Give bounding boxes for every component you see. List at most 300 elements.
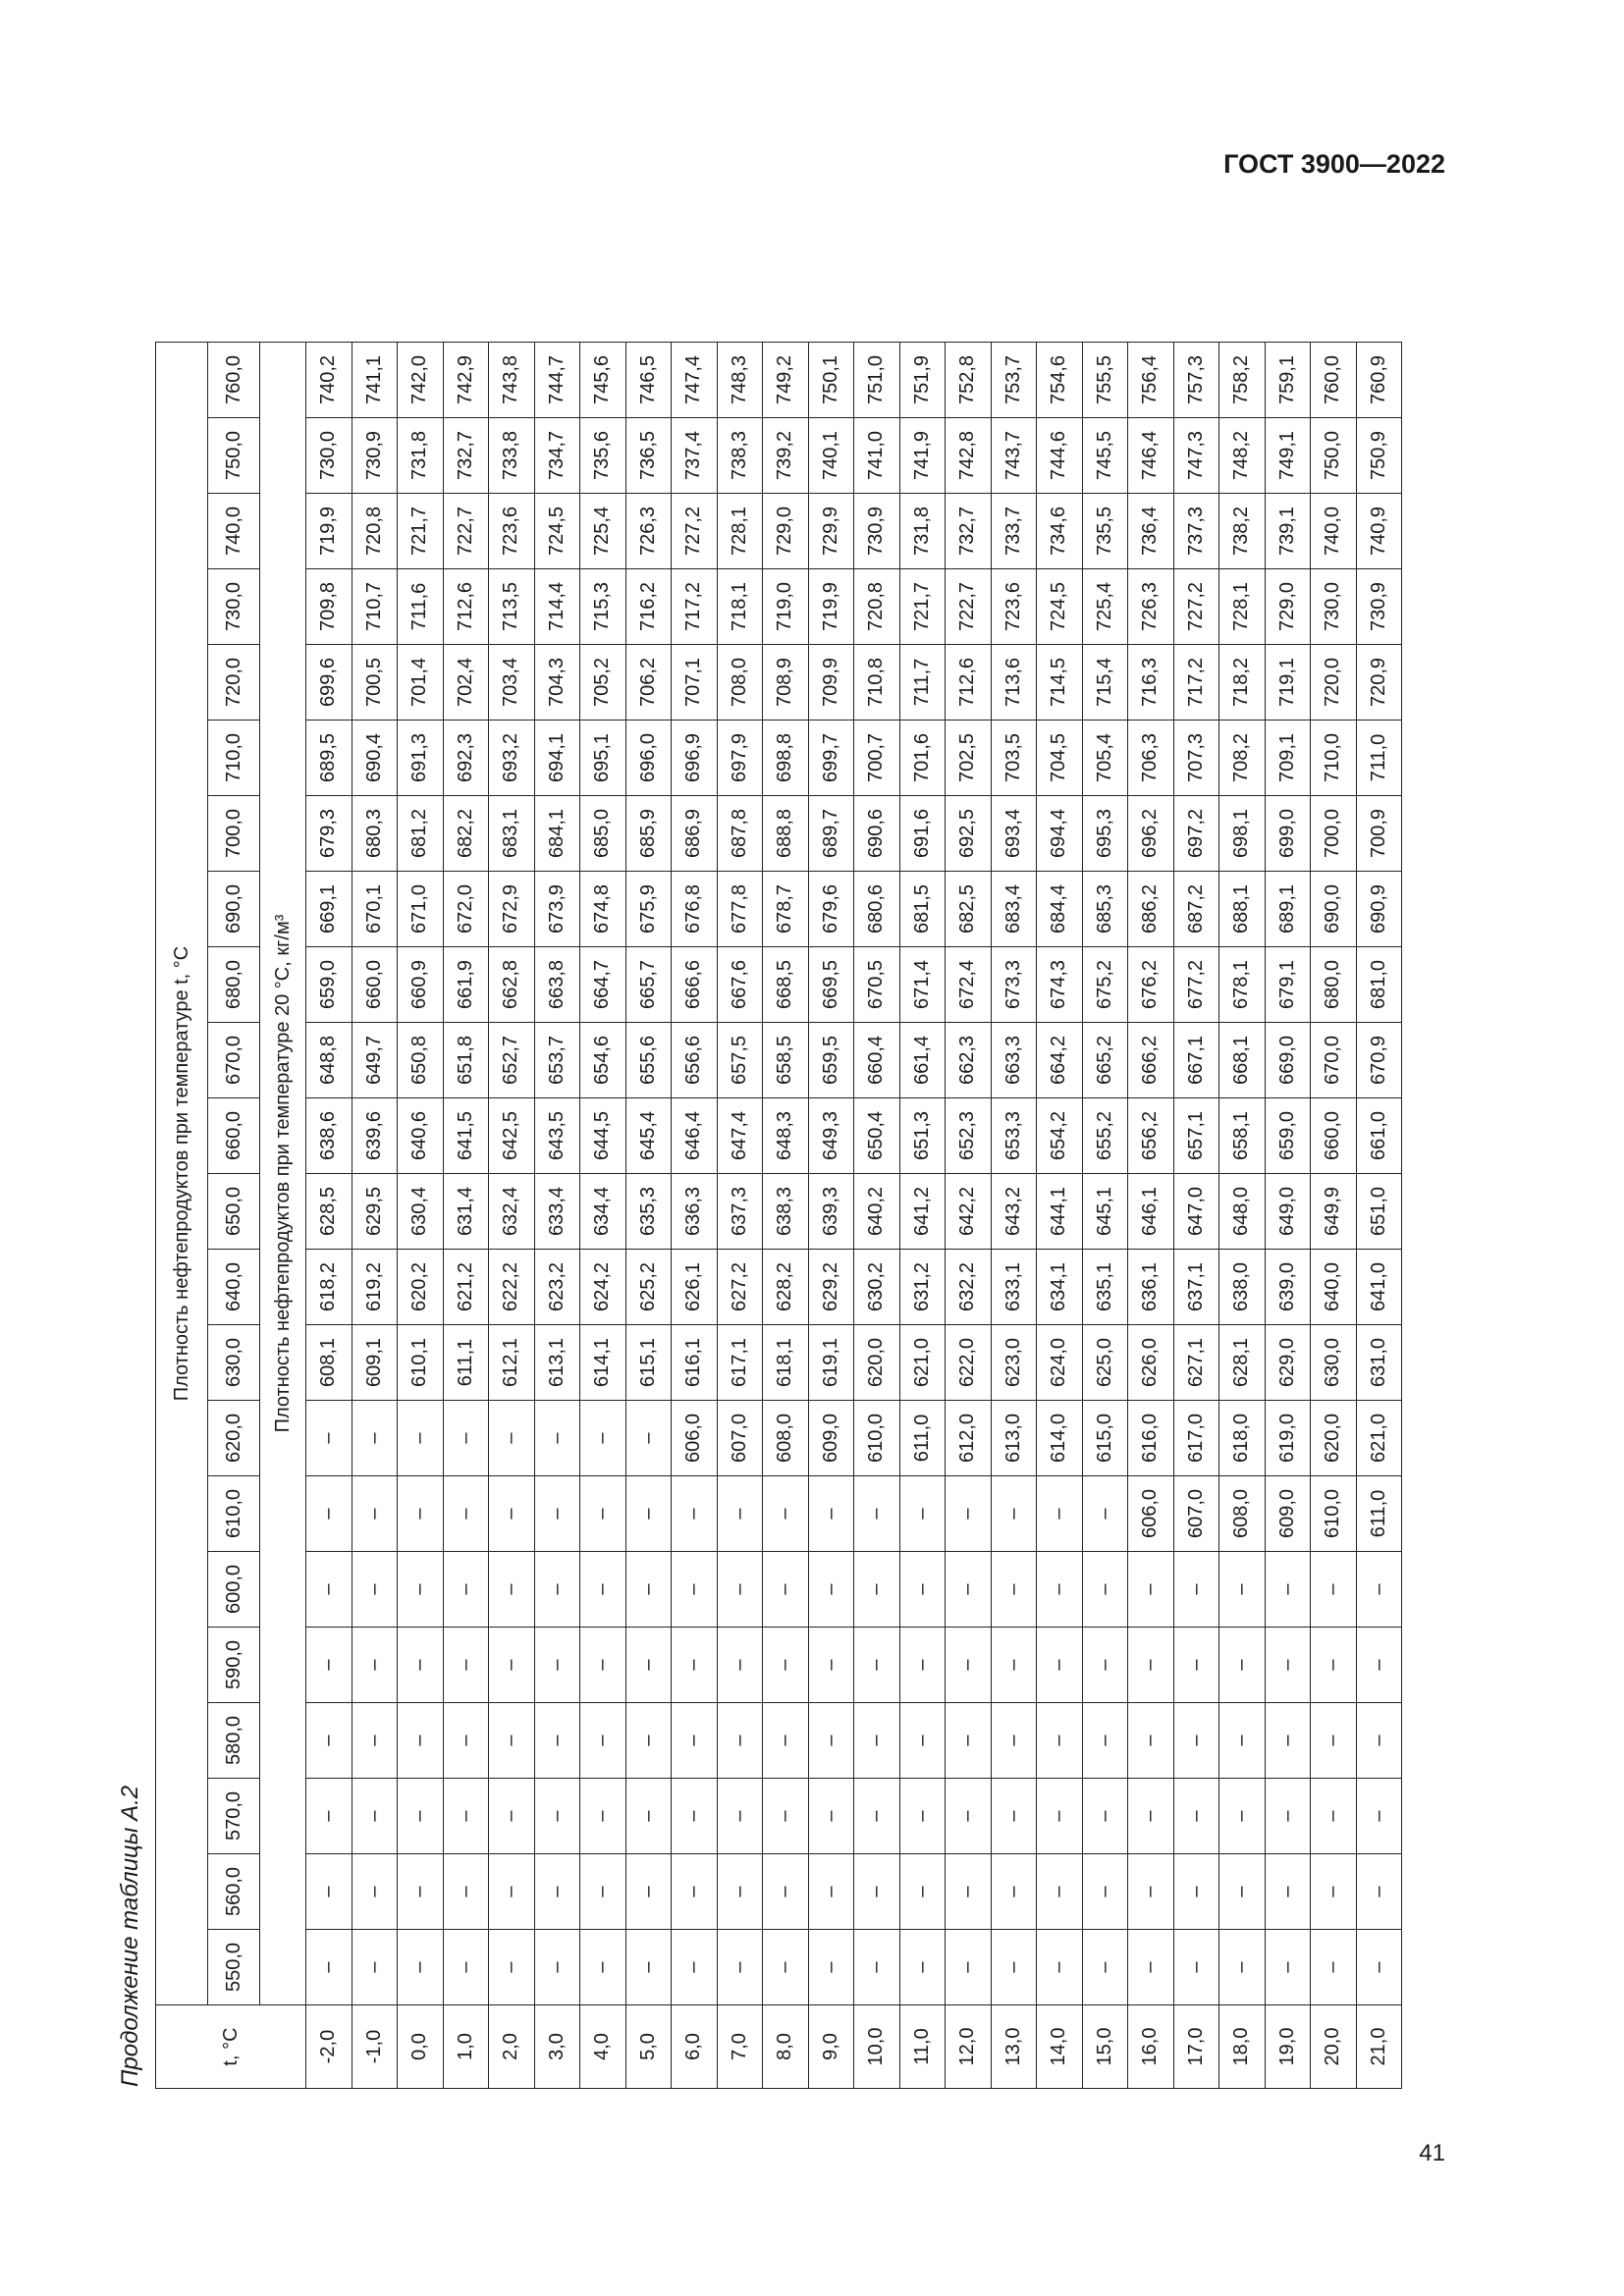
density-value-cell: 688,1 [1219,872,1266,947]
temperature-cell: 15,0 [1082,2005,1128,2089]
density-value-cell: 639,6 [352,1098,398,1174]
density-value-cell: 757,3 [1173,343,1219,418]
density-value-cell: 726,3 [625,494,672,569]
temperature-cell: 16,0 [1128,2005,1174,2089]
density-value-cell: – [352,1401,398,1476]
density-value-cell: 735,6 [580,418,626,494]
density-value-cell: – [1128,1628,1174,1703]
density-value-cell: 691,3 [398,721,444,796]
density-value-cell: 664,7 [580,947,626,1023]
density-value-cell: 639,0 [1265,1250,1311,1325]
density-value-cell: 684,1 [534,796,580,872]
density-value-cell: 631,2 [899,1250,946,1325]
density-value-cell: 694,1 [534,721,580,796]
density-value-cell: 642,5 [489,1098,535,1174]
density-value-cell: 633,4 [534,1174,580,1250]
table-row [352,343,398,2089]
density-value-cell: – [808,1628,854,1703]
density-value-cell: 750,1 [808,343,854,418]
density-value-cell: 742,0 [398,343,444,418]
density-value-cell: – [1311,1703,1357,1779]
density-value-cell: – [672,1476,718,1552]
density-value-cell: 617,0 [1173,1401,1219,1476]
density-value-cell: 728,1 [1219,569,1266,645]
density-value-cell: 608,0 [1219,1476,1266,1552]
density-value-cell: 710,8 [854,645,900,721]
density-value-cell: 638,3 [763,1174,809,1250]
density-value-cell: 649,9 [1311,1174,1357,1250]
density-value-cell: 690,9 [1356,872,1402,947]
density-value-cell: 737,3 [1173,494,1219,569]
density-value-cell: 718,2 [1219,645,1266,721]
density-value-cell: 691,6 [899,796,946,872]
density-value-cell: – [899,1628,946,1703]
density-value-cell: 613,0 [991,1401,1037,1476]
density-value-cell: 628,2 [763,1250,809,1325]
density-value-cell: – [580,1703,626,1779]
density-value-cell: 641,2 [899,1174,946,1250]
density-value-cell: 654,6 [580,1023,626,1098]
density-value-cell: 667,1 [1173,1023,1219,1098]
density-value-cell: – [1265,1930,1311,2005]
density-value-cell: – [991,1476,1037,1552]
density-value-cell: – [854,1476,900,1552]
density-value-cell: 733,8 [489,418,535,494]
density-value-cell: – [946,1930,992,2005]
table-row [717,343,763,2089]
density-value-cell: – [808,1854,854,1930]
density-value-cell: 625,2 [625,1250,672,1325]
temperature-cell: 8,0 [763,2005,809,2089]
density-value-cell: 653,3 [991,1098,1037,1174]
table-caption: Продолжение таблицы А.2 [117,1785,143,2087]
density-value-cell: 659,0 [1265,1098,1311,1174]
density-value-cell: – [1128,1854,1174,1930]
density-value-cell: – [489,1854,535,1930]
density-value-cell: – [763,1779,809,1854]
table-row [534,343,580,2089]
density-value-cell: – [398,1854,444,1930]
density-value-cell: 648,0 [1219,1174,1266,1250]
density-value-cell: – [489,1476,535,1552]
density-value-cell: 679,1 [1265,947,1311,1023]
density-column-header: 730,0 [208,569,260,645]
density-value-cell: 696,9 [672,721,718,796]
density-value-cell: 727,2 [672,494,718,569]
density-value-cell: 657,5 [717,1023,763,1098]
density-value-cell: 622,0 [946,1325,992,1401]
density-value-cell: 724,5 [534,494,580,569]
density-column-header: 740,0 [208,494,260,569]
density-value-cell: – [1356,1779,1402,1854]
density-value-cell: – [1082,1552,1128,1628]
density-value-cell: – [808,1552,854,1628]
density-value-cell: 711,6 [398,569,444,645]
density-value-cell: 606,0 [672,1401,718,1476]
temperature-cell: 4,0 [580,2005,626,2089]
density-value-cell: 750,0 [1311,418,1357,494]
density-value-cell: 610,1 [398,1325,444,1401]
table-row [1219,343,1266,2089]
density-value-cell: – [580,1779,626,1854]
density-value-cell: – [1128,1779,1174,1854]
density-column-header: 580,0 [208,1703,260,1779]
density-column-header: 760,0 [208,343,260,418]
document-code: ГОСТ 3900—2022 [1223,149,1445,179]
density-value-cell: 760,9 [1356,343,1402,418]
table-row [1037,343,1083,2089]
density-value-cell: 611,0 [899,1401,946,1476]
density-value-cell: 707,3 [1173,721,1219,796]
density-value-cell: 619,1 [808,1325,854,1401]
density-value-cell: – [352,1779,398,1854]
density-value-cell: 666,2 [1128,1023,1174,1098]
density-value-cell: 706,3 [1128,721,1174,796]
density-value-cell: 644,1 [1037,1174,1083,1250]
density-value-cell: 639,3 [808,1174,854,1250]
density-value-cell: 674,8 [580,872,626,947]
density-column-header: 700,0 [208,796,260,872]
density-value-cell: – [1311,1779,1357,1854]
density-value-cell: 695,1 [580,721,626,796]
density-value-cell: 661,4 [899,1023,946,1098]
density-value-cell: 740,2 [306,343,352,418]
density-value-cell: 612,0 [946,1401,992,1476]
density-value-cell: 708,9 [763,645,809,721]
density-value-cell: 662,8 [489,947,535,1023]
density-value-cell: 666,6 [672,947,718,1023]
density-value-cell: 689,5 [306,721,352,796]
density-value-cell: 665,7 [625,947,672,1023]
density-column-header: 720,0 [208,645,260,721]
density-value-cell: 725,4 [1082,569,1128,645]
density-value-cell: 620,0 [1311,1401,1357,1476]
density-value-cell: – [1265,1552,1311,1628]
density-value-cell: 625,0 [1082,1325,1128,1401]
density-value-cell: 718,1 [717,569,763,645]
density-value-cell: – [306,1401,352,1476]
density-value-cell: 686,2 [1128,872,1174,947]
density-value-cell: 635,1 [1082,1250,1128,1325]
density-value-cell: 730,9 [352,418,398,494]
density-value-cell: 645,4 [625,1098,672,1174]
density-value-cell: 706,2 [625,645,672,721]
density-value-cell: 655,2 [1082,1098,1128,1174]
density-value-cell: – [489,1552,535,1628]
density-value-cell: 617,1 [717,1325,763,1401]
density-value-cell: – [1219,1779,1266,1854]
density-value-cell: 680,0 [1311,947,1357,1023]
density-value-cell: 712,6 [443,569,489,645]
density-value-cell: 741,9 [899,418,946,494]
density-value-cell: – [1037,1628,1083,1703]
temperature-cell: 14,0 [1037,2005,1083,2089]
density-value-cell: – [625,1930,672,2005]
density-value-cell: 707,1 [672,645,718,721]
density-value-cell: – [1082,1779,1128,1854]
density-value-cell: 661,9 [443,947,489,1023]
density-value-cell: 619,0 [1265,1401,1311,1476]
density-value-cell: – [1356,1552,1402,1628]
density-value-cell: 703,5 [991,721,1037,796]
density-value-cell: – [534,1476,580,1552]
density-value-cell: 744,7 [534,343,580,418]
density-value-cell: 716,2 [625,569,672,645]
density-value-cell: – [1173,1552,1219,1628]
density-value-cell: – [625,1703,672,1779]
density-value-cell: 615,1 [625,1325,672,1401]
density-value-cell: – [625,1628,672,1703]
density-value-cell: – [899,1552,946,1628]
density-value-cell: 715,3 [580,569,626,645]
density-value-cell: 620,0 [854,1325,900,1401]
density-value-cell: 677,2 [1173,947,1219,1023]
density-value-cell: 736,5 [625,418,672,494]
density-value-cell: – [946,1628,992,1703]
density-value-cell: – [717,1552,763,1628]
density-value-cell: 640,2 [854,1174,900,1250]
density-value-cell: – [306,1854,352,1930]
density-value-cell: 690,4 [352,721,398,796]
density-value-cell: – [1037,1854,1083,1930]
density-value-cell: 644,5 [580,1098,626,1174]
density-value-cell: 626,1 [672,1250,718,1325]
density-value-cell: 657,1 [1173,1098,1219,1174]
table-row [1082,343,1128,2089]
density-column-header: 560,0 [208,1854,260,1930]
density-value-cell: – [672,1930,718,2005]
density-column-header: 570,0 [208,1779,260,1854]
density-value-cell: – [946,1854,992,1930]
density-value-cell: 739,1 [1265,494,1311,569]
density-value-cell: 749,2 [763,343,809,418]
density-value-cell: 746,5 [625,343,672,418]
density-value-cell: 634,1 [1037,1250,1083,1325]
density-column-header: 640,0 [208,1250,260,1325]
density-value-cell: 701,4 [398,645,444,721]
density-column-header: 620,0 [208,1401,260,1476]
density-value-cell: 696,2 [1128,796,1174,872]
density-value-cell: 647,0 [1173,1174,1219,1250]
density-value-cell: 677,8 [717,872,763,947]
density-value-cell: 667,6 [717,947,763,1023]
density-value-cell: 618,0 [1219,1401,1266,1476]
density-value-cell: – [1311,1628,1357,1703]
rotated-table-block [110,204,1445,2089]
density-value-cell: – [306,1476,352,1552]
density-value-cell: – [717,1703,763,1779]
density-value-cell: 673,9 [534,872,580,947]
density-value-cell: 705,4 [1082,721,1128,796]
density-value-cell: 631,0 [1356,1325,1402,1401]
density-value-cell: – [1219,1628,1266,1703]
header-row-sub [260,343,306,2089]
density-value-cell: – [1173,1854,1219,1930]
density-value-cell: 627,2 [717,1250,763,1325]
density-value-cell: – [352,1703,398,1779]
density-value-cell: 654,2 [1037,1098,1083,1174]
density-value-cell: – [991,1628,1037,1703]
density-value-cell: – [580,1930,626,2005]
header-row-main [156,343,208,2089]
density-value-cell: 725,4 [580,494,626,569]
density-value-cell: 719,9 [808,569,854,645]
density-value-cell: 723,6 [991,569,1037,645]
density-value-cell: – [489,1930,535,2005]
density-value-cell: – [808,1703,854,1779]
table-row [672,343,718,2089]
density-value-cell: 698,1 [1219,796,1266,872]
density-value-cell: 608,1 [306,1325,352,1401]
table-row [580,343,626,2089]
density-value-cell: – [306,1779,352,1854]
density-value-cell: – [1265,1854,1311,1930]
density-value-cell: 668,1 [1219,1023,1266,1098]
density-value-cell: 629,0 [1265,1325,1311,1401]
density-value-cell: 729,0 [1265,569,1311,645]
density-value-cell: 646,1 [1128,1174,1174,1250]
density-value-cell: 748,3 [717,343,763,418]
density-value-cell: 697,9 [717,721,763,796]
density-value-cell: – [1082,1703,1128,1779]
density-value-cell: – [580,1401,626,1476]
density-value-cell: – [717,1628,763,1703]
density-value-cell: 608,0 [763,1401,809,1476]
density-value-cell: – [443,1401,489,1476]
temperature-cell: 2,0 [489,2005,535,2089]
density-value-cell: – [808,1779,854,1854]
density-value-cell: 742,8 [946,418,992,494]
density-value-cell: 632,4 [489,1174,535,1250]
table-row [991,343,1037,2089]
density-value-cell: – [808,1476,854,1552]
density-value-cell: 651,3 [899,1098,946,1174]
table-row [1128,343,1174,2089]
density-value-cell: 630,2 [854,1250,900,1325]
density-value-cell: 731,8 [398,418,444,494]
density-value-cell: – [1037,1779,1083,1854]
density-value-cell: 740,9 [1356,494,1402,569]
density-value-cell: 720,8 [352,494,398,569]
density-value-cell: 741,1 [352,343,398,418]
temperature-cell: 1,0 [443,2005,489,2089]
density-value-cell: 641,5 [443,1098,489,1174]
density-value-cell: – [306,1930,352,2005]
density-value-cell: 687,8 [717,796,763,872]
density-value-cell: 709,1 [1265,721,1311,796]
density-value-cell: 630,0 [1311,1325,1357,1401]
density-value-cell: 641,0 [1356,1250,1402,1325]
temperature-cell: 5,0 [625,2005,672,2089]
table-row [398,343,444,2089]
density-value-cell: – [763,1628,809,1703]
density-value-cell: 630,4 [398,1174,444,1250]
density-value-cell: 759,1 [1265,343,1311,418]
density-column-header: 590,0 [208,1628,260,1703]
density-value-cell: 659,0 [306,947,352,1023]
temperature-column-header: t, °C [156,2005,306,2089]
density-value-cell: 631,4 [443,1174,489,1250]
density-value-cell: – [625,1476,672,1552]
density-value-cell: – [763,1854,809,1930]
density-value-cell: 611,1 [443,1325,489,1401]
density-value-cell: 736,4 [1128,494,1174,569]
density-value-cell: 651,8 [443,1023,489,1098]
table-row [625,343,672,2089]
density-value-cell: 698,8 [763,721,809,796]
temperature-cell: 9,0 [808,2005,854,2089]
density-value-cell: – [352,1628,398,1703]
density-value-cell: 656,2 [1128,1098,1174,1174]
density-value-cell: 689,7 [808,796,854,872]
table-row [1356,343,1402,2089]
density-value-cell: 636,1 [1128,1250,1174,1325]
density-value-cell: – [1173,1779,1219,1854]
density-value-cell: 732,7 [946,494,992,569]
density-value-cell: – [1311,1930,1357,2005]
density-value-cell: 710,7 [352,569,398,645]
density-value-cell: – [717,1779,763,1854]
density-value-cell: 739,2 [763,418,809,494]
density-value-cell: – [899,1703,946,1779]
density-value-cell: – [1311,1854,1357,1930]
density-value-cell: – [991,1930,1037,2005]
density-value-cell: 680,6 [854,872,900,947]
table-row [1173,343,1219,2089]
density-value-cell: 685,0 [580,796,626,872]
density-value-cell: – [398,1628,444,1703]
density-value-cell: 745,6 [580,343,626,418]
density-value-cell: – [443,1552,489,1628]
density-value-cell: 679,6 [808,872,854,947]
temperature-cell: 0,0 [398,2005,444,2089]
density-value-cell: 729,9 [808,494,854,569]
density-value-cell: 720,0 [1311,645,1357,721]
density-value-cell: 751,9 [899,343,946,418]
density-value-cell: 609,0 [808,1401,854,1476]
density-value-cell: 700,0 [1311,796,1357,872]
density-value-cell: – [398,1703,444,1779]
density-value-cell: – [946,1779,992,1854]
table-row [306,343,352,2089]
density-value-cell: 713,5 [489,569,535,645]
density-value-cell: – [717,1930,763,2005]
density-value-cell: – [489,1779,535,1854]
density-value-cell: 628,5 [306,1174,352,1250]
density-value-cell: – [398,1552,444,1628]
density-value-cell: 730,0 [306,418,352,494]
density-value-cell: 606,0 [1128,1476,1174,1552]
temperature-cell: 3,0 [534,2005,580,2089]
density-value-cell: 660,4 [854,1023,900,1098]
density-value-cell: 727,2 [1173,569,1219,645]
density-value-cell: 700,7 [854,721,900,796]
density-value-cell: – [899,1854,946,1930]
density-value-cell: – [1082,1476,1128,1552]
density-value-cell: 735,5 [1082,494,1128,569]
density-value-cell: 738,2 [1219,494,1266,569]
density-value-cell: 760,0 [1311,343,1357,418]
density-value-cell: 694,4 [1037,796,1083,872]
density-value-cell: – [1265,1628,1311,1703]
density-value-cell: 653,7 [534,1023,580,1098]
density-value-cell: 681,5 [899,872,946,947]
density-value-cell: – [1128,1703,1174,1779]
density-value-cell: – [854,1854,900,1930]
density-value-cell: 638,0 [1219,1250,1266,1325]
density-value-cell: – [672,1854,718,1930]
density-value-cell: 695,3 [1082,796,1128,872]
